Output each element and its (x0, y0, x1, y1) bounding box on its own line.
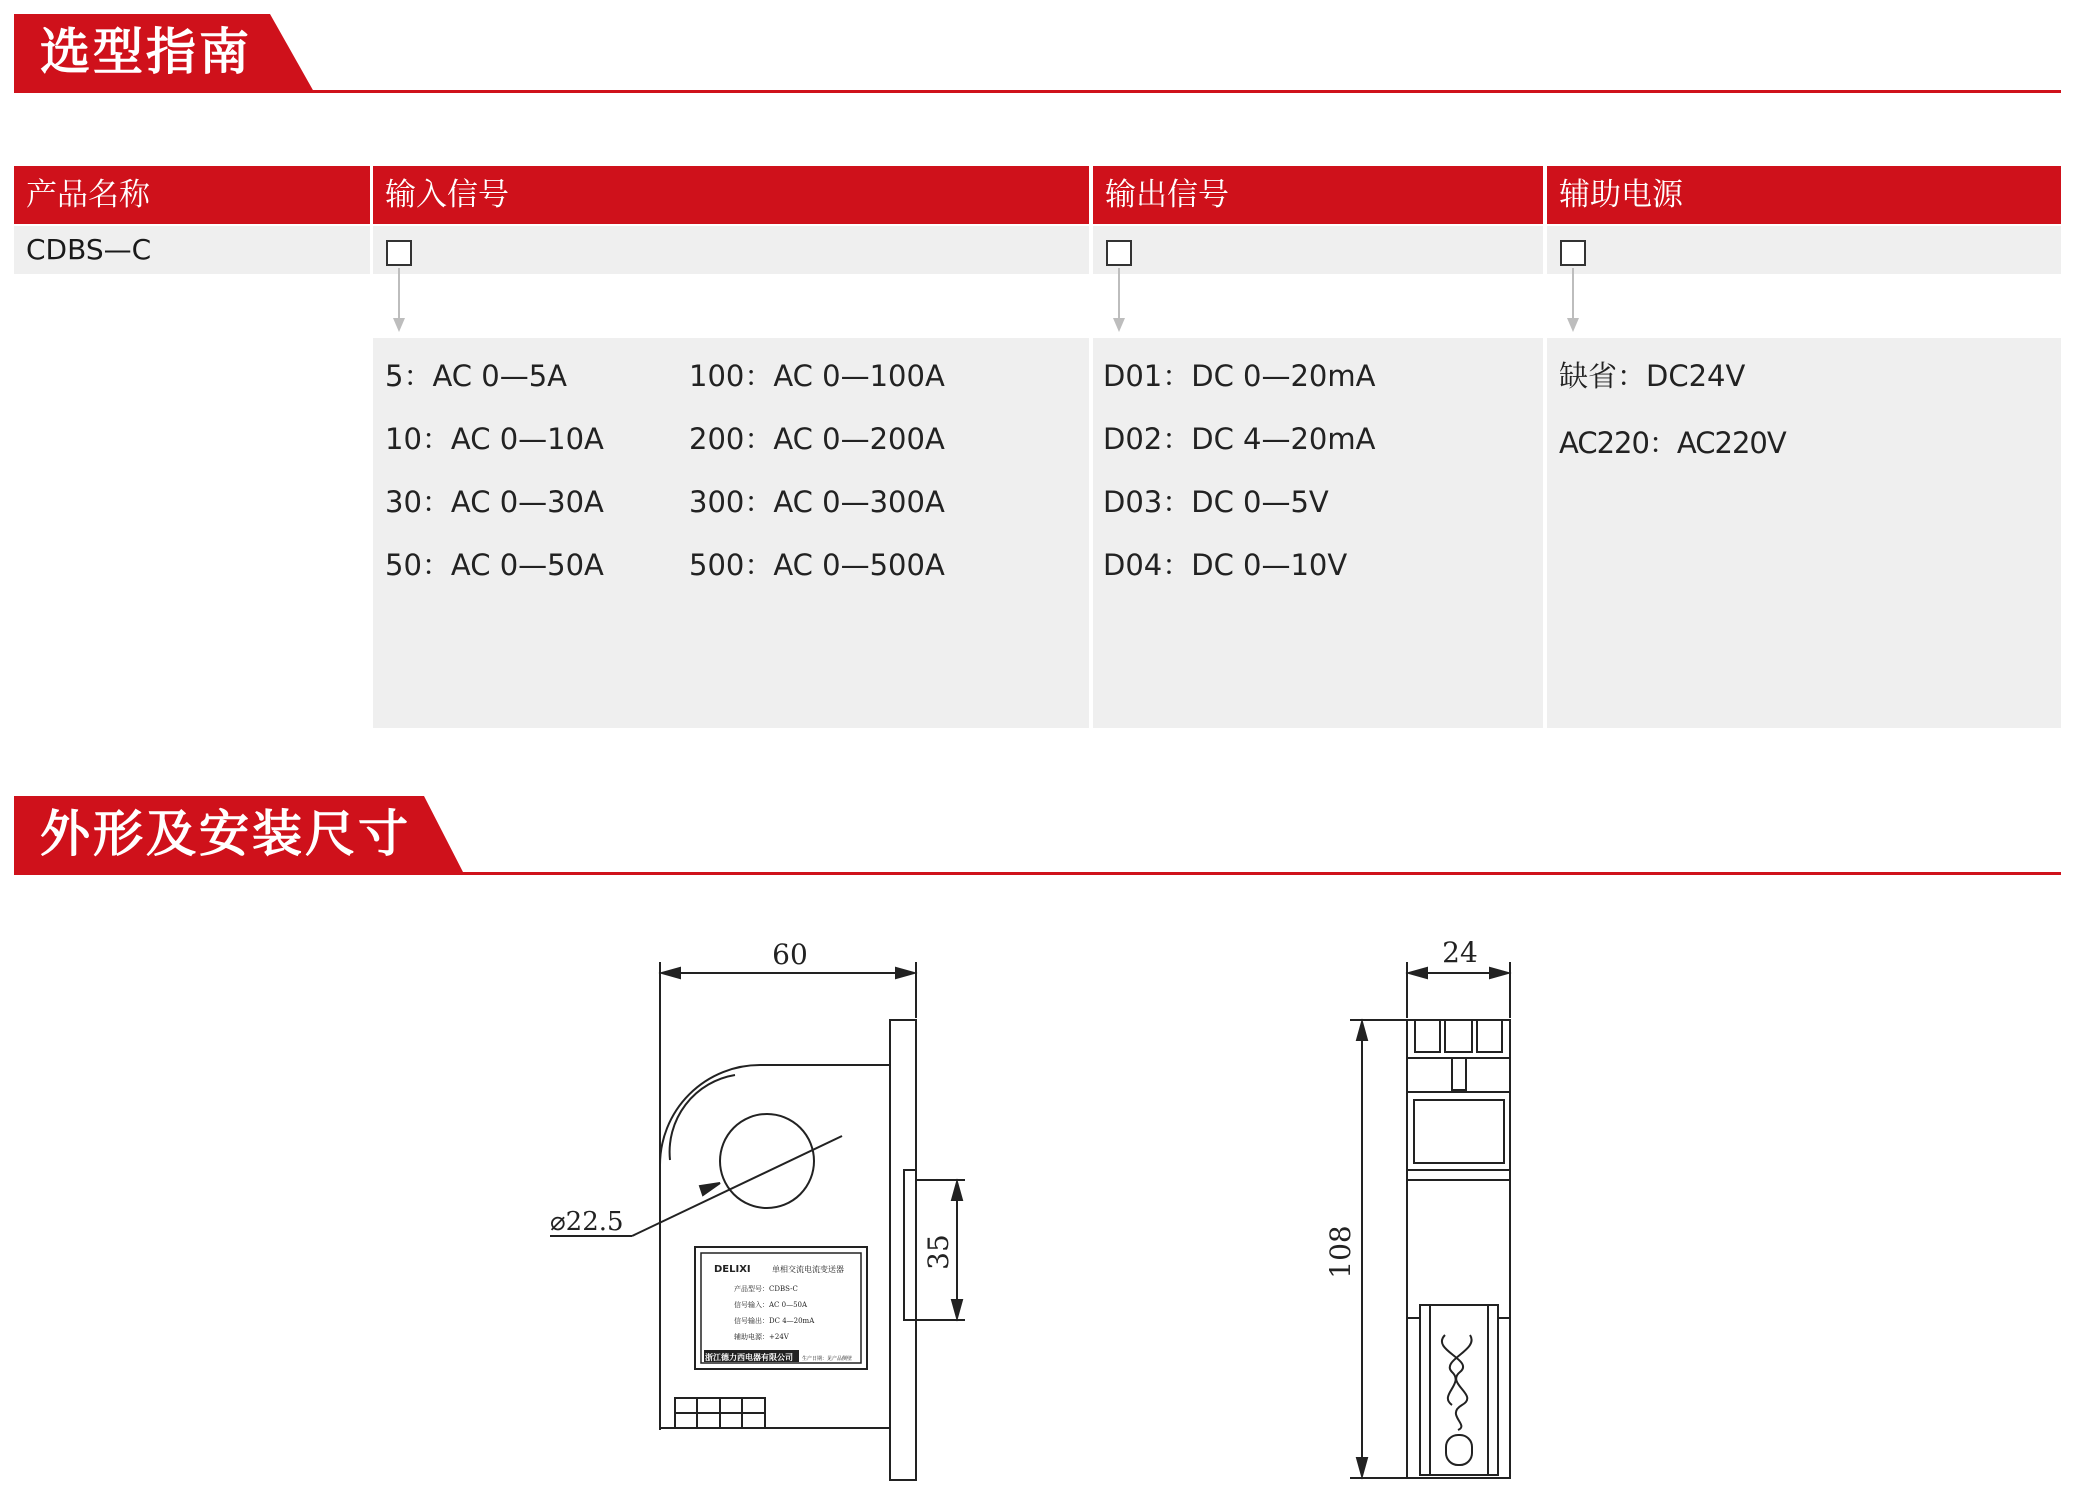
nameplate-power: 辅助电源：+24V (734, 1333, 789, 1341)
front-hole-label: ⌀22.5 (550, 1207, 624, 1237)
input-option: 50：AC 0—50A (385, 548, 604, 582)
input-option: 10：AC 0—10A (385, 422, 604, 456)
power-option: 缺省：DC24V (1559, 359, 1746, 393)
input-option: 200：AC 0—200A (689, 422, 945, 456)
input-option: 30：AC 0—30A (385, 485, 604, 519)
power-option: AC220：AC220V (1559, 426, 1786, 460)
nameplate-brand: DELIXI (714, 1264, 751, 1275)
section-title: 外形及安装尺寸 (40, 805, 411, 863)
front-width-label: 60 (772, 938, 808, 971)
input-option: 500：AC 0—500A (689, 548, 945, 582)
side-width-label: 24 (1442, 936, 1478, 969)
input-option: 5：AC 0—5A (385, 359, 567, 393)
output-option: D02：DC 4—20mA (1103, 422, 1376, 456)
header-output-signal: 输出信号 (1093, 166, 1543, 224)
input-option: 100：AC 0—100A (689, 359, 945, 393)
header-product-name: 产品名称 (14, 166, 370, 224)
nameplate-footer: 生产日期：见产品侧壁 (802, 1356, 853, 1362)
header-input-signal: 输入信号 (373, 166, 1089, 224)
output-option: D04：DC 0—10V (1103, 548, 1348, 582)
nameplate-output: 信号输出：DC 4—20mA (734, 1317, 815, 1325)
nameplate-company: 浙江德力西电器有限公司 (705, 1352, 793, 1362)
output-option: D03：DC 0—5V (1103, 485, 1329, 519)
nameplate-input: 信号输入：AC 0—50A (734, 1301, 808, 1309)
nameplate-model: 产品型号：CDBS-C (734, 1285, 798, 1293)
output-option: D01：DC 0—20mA (1103, 359, 1376, 393)
cell-product: CDBS—C (14, 226, 370, 274)
front-height-label: 35 (922, 1234, 955, 1270)
nameplate-title: 单相交流电流变送器 (772, 1265, 844, 1274)
input-option: 300：AC 0—300A (689, 485, 945, 519)
header-aux-power: 辅助电源 (1547, 166, 2061, 224)
section-title: 选型指南 (40, 23, 252, 81)
side-height-label: 108 (1324, 1225, 1357, 1279)
